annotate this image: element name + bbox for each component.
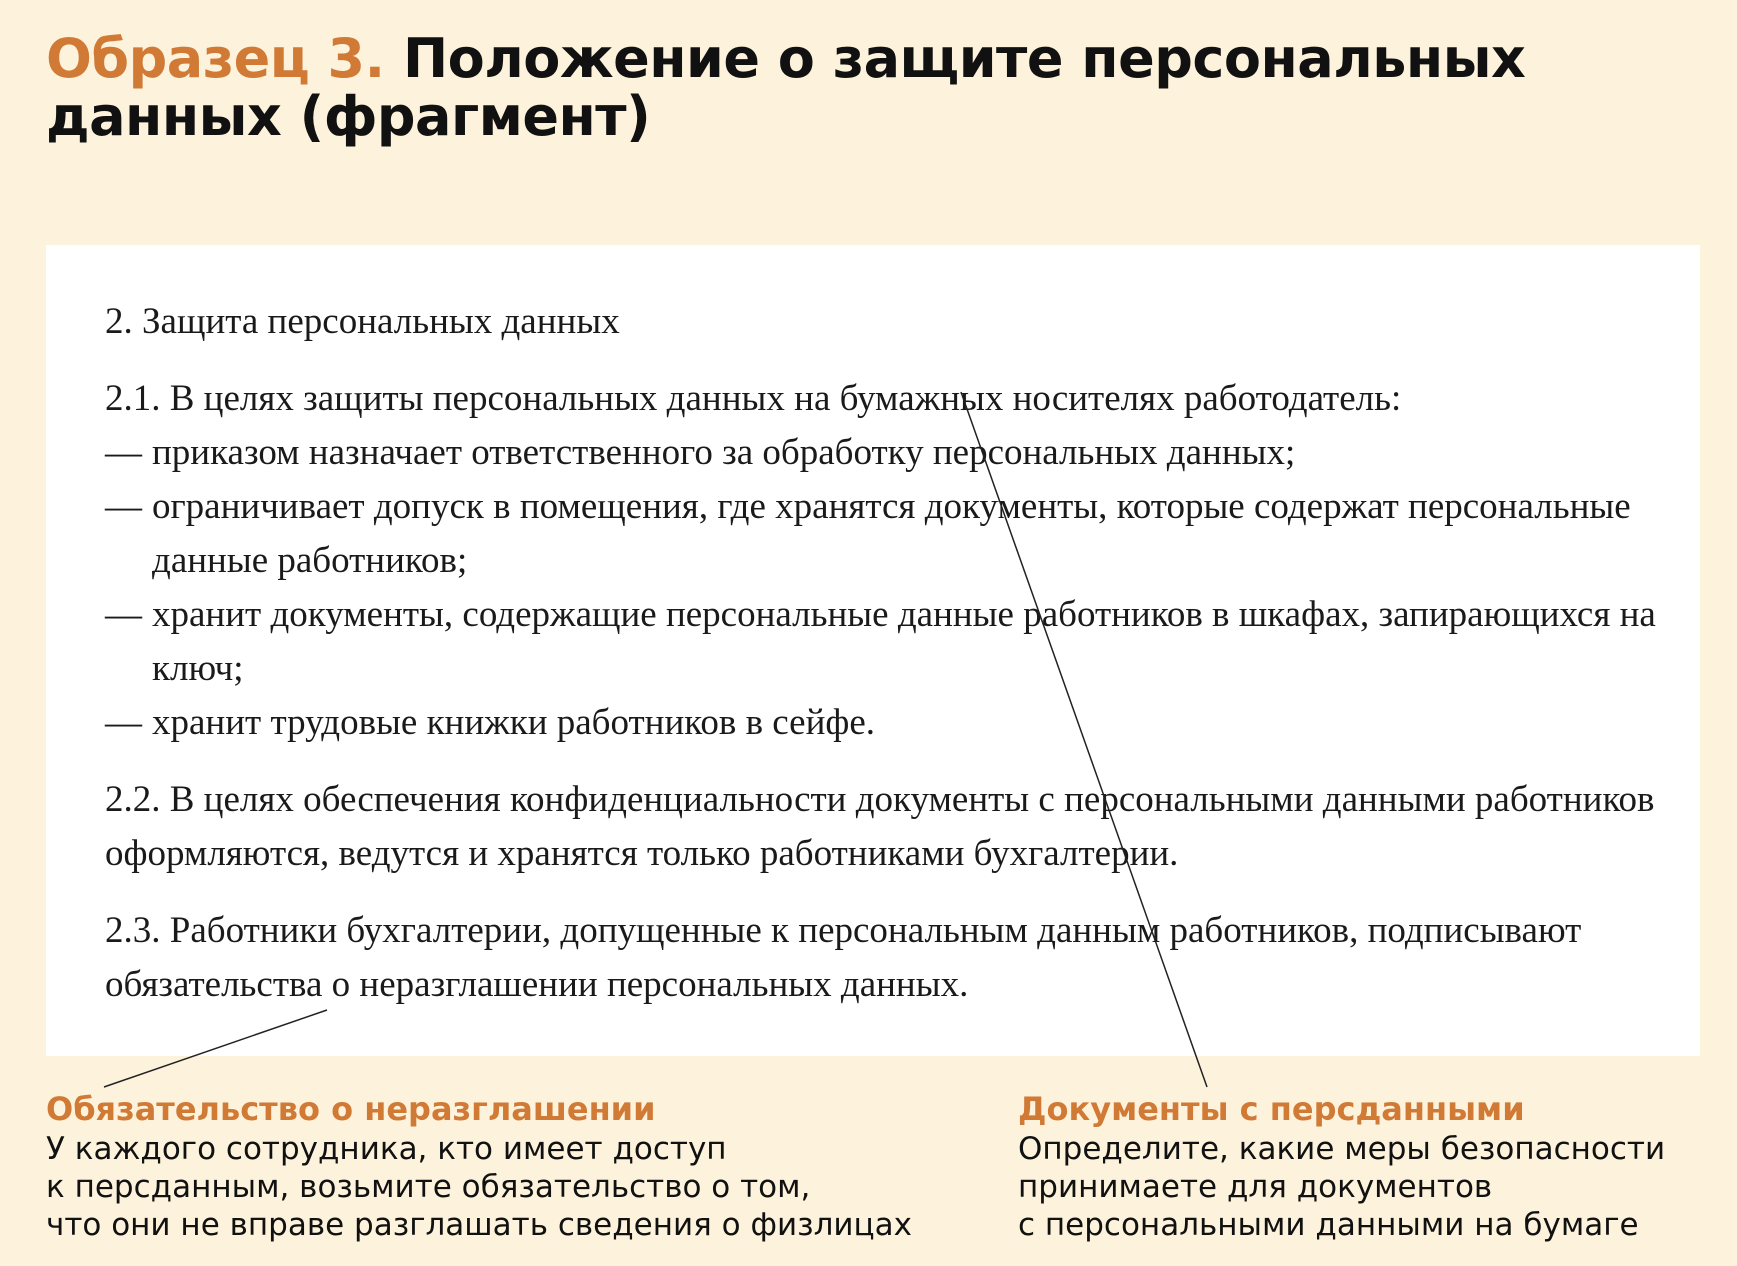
callout-text-line: У каждого сотрудника, кто имеет доступ	[46, 1131, 727, 1167]
dash-marker: —	[105, 594, 142, 635]
clause-2-2: 2.2. В целях обеспечения конфиденциальности документы с персональными данными работников оформляются, ведутся и хранятся только работниками бухгалтерии.	[105, 779, 1655, 874]
callout-text-line: принимаете для документов	[1018, 1169, 1493, 1205]
clause-2-3: 2.3. Работники бухгалтерии, допущенные к персональным данным работников, подписывают обязательства о неразглашении персональных данных.	[105, 910, 1582, 1005]
clause-2-1-intro: 2.1. В целях защиты персональных данных на бумажных носителях работодатель:	[105, 378, 1402, 419]
list-item-text: приказом назначает ответственного за обработку персональных данных;	[152, 432, 1296, 473]
title-text: Положение о защите персональных данных (фрагмент)	[46, 27, 1526, 148]
callout-nondisclosure	[46, 1090, 976, 1244]
dash-marker: —	[105, 486, 142, 527]
dash-marker: —	[105, 702, 142, 743]
section-heading: 2. Защита персональных данных	[105, 301, 620, 342]
callout-text-line: Определите, какие меры безопасности	[1018, 1131, 1666, 1167]
list-item-text: хранит трудовые книжки работников в сейфе.	[152, 702, 876, 743]
dash-marker: —	[105, 432, 142, 473]
list-item-text: хранит документы, содержащие персональные данные работников в шкафах, запирающихся на ключ;	[152, 594, 1656, 689]
callout-title: Документы с персданными	[1018, 1090, 1525, 1128]
callout-line-left	[104, 1010, 327, 1087]
list-item-text: ограничивает допуск в помещения, где хранятся документы, которые содержат персональные данные работников;	[152, 486, 1631, 581]
sample-number: Образец 3.	[46, 27, 385, 90]
callout-text-line: с персональными данными на бумаге	[1018, 1207, 1639, 1243]
callout-documents	[1018, 1090, 1718, 1244]
callout-title: Обязательство о неразглашении	[46, 1090, 656, 1128]
callout-text-line: что они не вправе разглашать сведения о физлицах	[46, 1207, 913, 1243]
callout-line-right	[961, 392, 1207, 1087]
callout-text-line: к персданным, возьмите обязательство о том,	[46, 1169, 811, 1205]
